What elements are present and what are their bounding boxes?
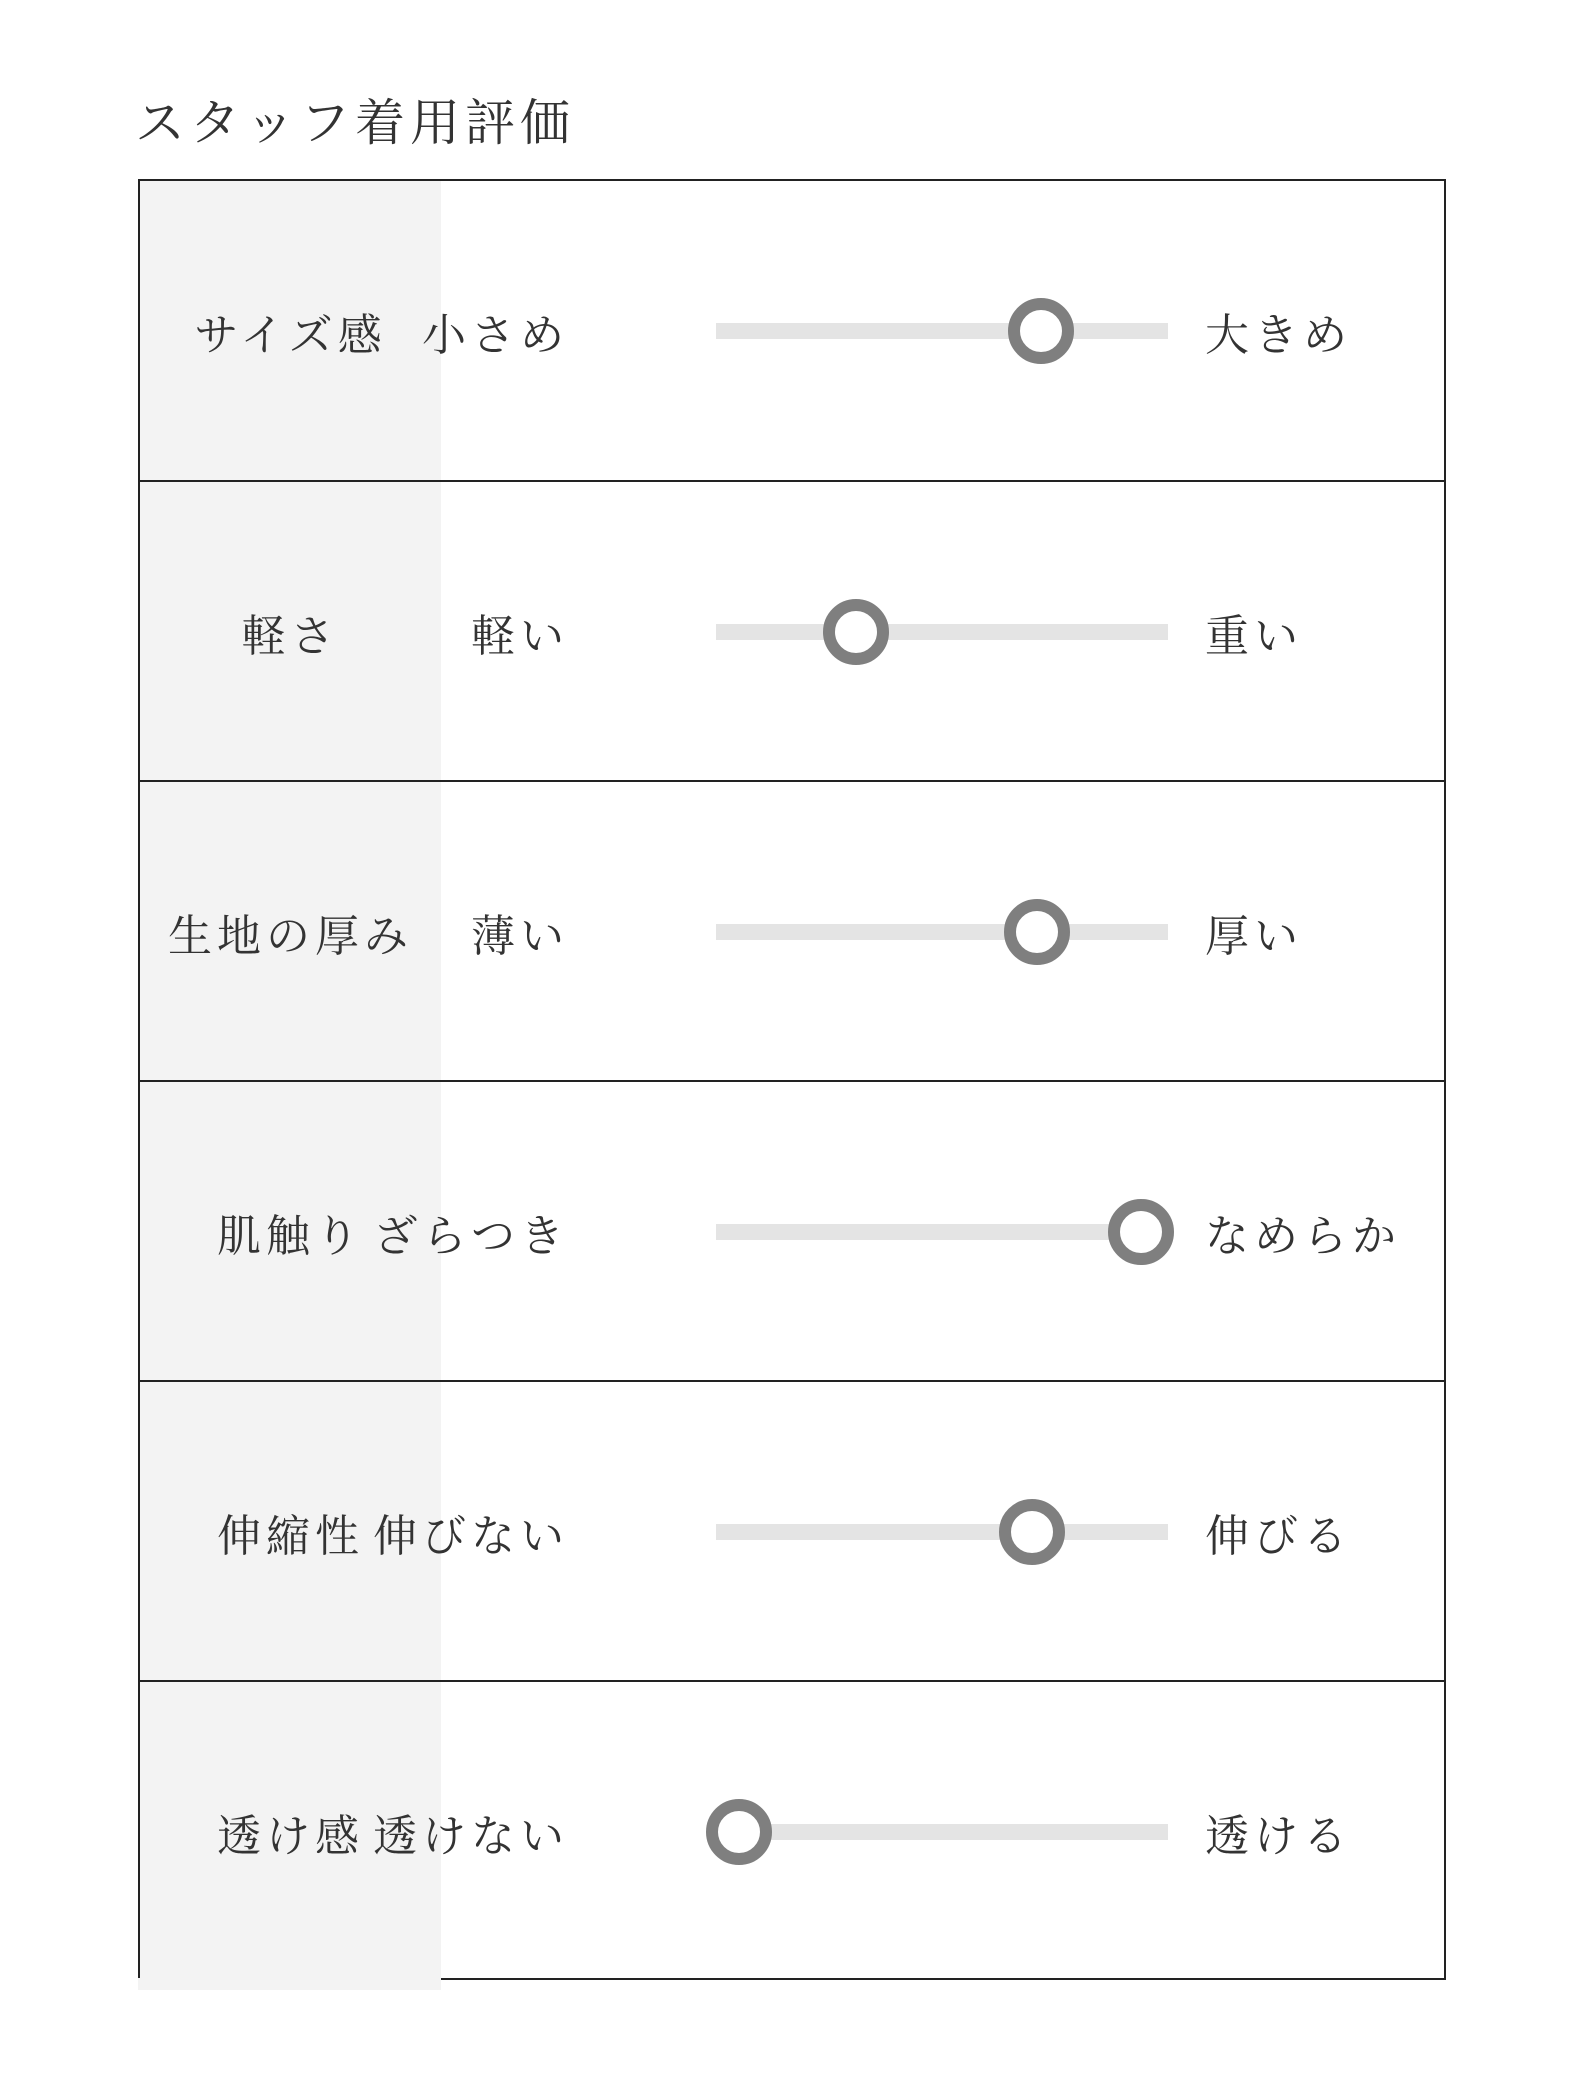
scale-min-label: 小さめ [422, 310, 569, 361]
slider-knob [1008, 298, 1074, 364]
rating-row [140, 1382, 1444, 1681]
slider-track [716, 624, 1168, 640]
slider-track [716, 1524, 1168, 1540]
scale-max-label: 伸びる [1205, 1510, 1352, 1562]
rating-row [140, 1082, 1444, 1381]
scale-min-label: 軽い [471, 610, 569, 662]
scale-max-label: なめらか [1205, 1210, 1401, 1262]
rating-row [140, 1682, 1444, 1981]
slider-track [716, 924, 1168, 940]
rating-category-label: 肌触り [140, 1082, 441, 1381]
rating-category-label: サイズ感 [140, 181, 441, 481]
slider-track [716, 323, 1168, 339]
rating-row [140, 782, 1444, 1081]
rating-row [140, 181, 1444, 481]
scale-max-label: 大きめ [1205, 310, 1352, 361]
scale-min-label: 透けない [373, 1810, 569, 1862]
scale-min-label: 伸びない [373, 1510, 569, 1562]
page-title: スタッフ着用評価 [135, 94, 575, 152]
slider-track [716, 1224, 1168, 1240]
rating-row [140, 482, 1444, 781]
slider-knob [823, 599, 889, 665]
scale-min-label: 薄い [471, 910, 569, 962]
rating-category-label: 透け感 [140, 1682, 441, 1981]
slider-track [716, 1824, 1168, 1840]
rating-table [138, 179, 1446, 1980]
slider-knob [999, 1499, 1065, 1565]
rating-category-label: 生地の厚み [140, 782, 441, 1081]
scale-max-label: 重い [1205, 610, 1303, 662]
scale-max-label: 透ける [1205, 1810, 1352, 1862]
scale-min-label: ざらつき [373, 1210, 569, 1262]
slider-knob [1004, 899, 1070, 965]
rating-category-label: 軽さ [140, 482, 441, 781]
scale-max-label: 厚い [1205, 910, 1303, 962]
slider-knob [1108, 1199, 1174, 1265]
slider-knob [706, 1799, 772, 1865]
rating-category-label: 伸縮性 [140, 1382, 441, 1681]
label-column-background [138, 1978, 441, 1990]
